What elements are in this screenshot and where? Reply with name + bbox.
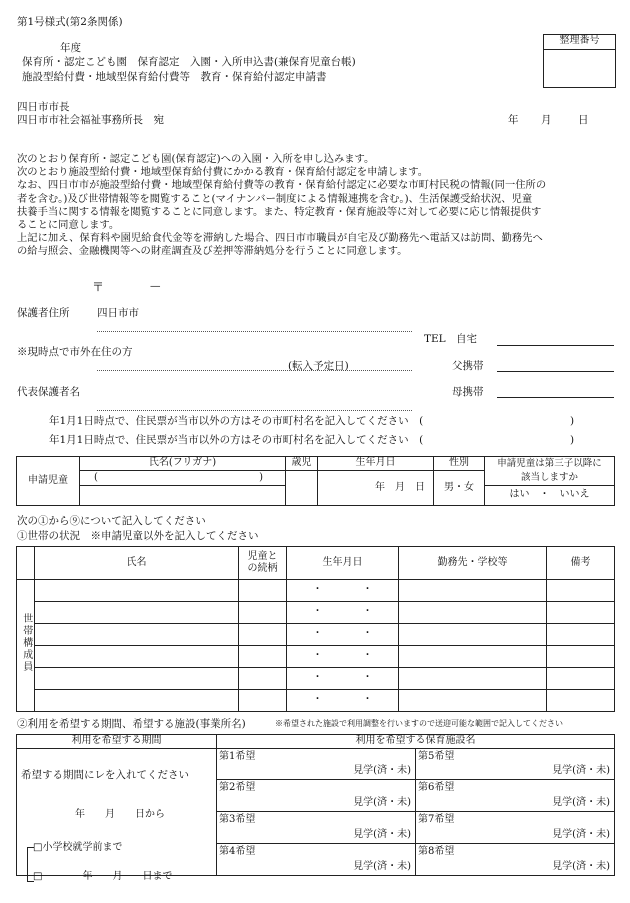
member-work[interactable]	[399, 668, 547, 690]
applicant-label: 申請児童	[17, 457, 80, 506]
third-child-header-line1: 申請児童は第三子以降に	[497, 458, 602, 469]
member-relation[interactable]	[239, 602, 287, 624]
household-name-header: 氏名	[35, 547, 239, 580]
household-relation-header	[239, 547, 287, 580]
visit-status[interactable]: 見学(済・未)	[353, 764, 411, 776]
section-instruction: 次の①から⑨について記入してください	[17, 515, 206, 527]
member-relation[interactable]	[239, 646, 287, 668]
household-corner	[17, 547, 35, 580]
third-child-header	[485, 457, 615, 486]
member-dob[interactable]: ・ ・	[287, 580, 399, 602]
jan-residence-note: 年1月1日時点で、住民票が当市以外の方はその市町村名を記入してください (	[49, 434, 424, 446]
wish-label: 第7希望	[418, 814, 455, 825]
intro-line: 上記に加え、保育料や園児給食代金等を滞納した場合、四日市市職員が自宅及び勤務先へ電話又は訪問、勤務先へ	[17, 232, 543, 245]
relation-header-line1: 児童と	[247, 551, 278, 562]
member-relation[interactable]	[239, 668, 287, 690]
visit-status[interactable]: 見学(済・未)	[552, 796, 610, 808]
age-field[interactable]	[286, 471, 318, 506]
intro-line: 者を含む。)及び世帯情報等を閲覧すること(マイナンバー制度による情報連携を含む。)、生活保護受給状況、児童	[17, 192, 533, 205]
father-mobile-field[interactable]	[497, 371, 614, 372]
guardian-address-label: 保護者住所	[17, 307, 70, 319]
member-name[interactable]	[35, 624, 239, 646]
facility-header: 利用を希望する保育施設名	[217, 735, 615, 749]
wish-label: 第6希望	[418, 782, 455, 793]
jan-residence-close: )	[570, 415, 575, 427]
member-work[interactable]	[399, 624, 547, 646]
mother-mobile-field[interactable]	[497, 397, 614, 398]
furigana-close: )	[259, 471, 263, 483]
form-title-line2: 施設型給付費・地域型保育給付費等 教育・保育給付認定申請書	[22, 71, 327, 83]
child-name-field[interactable]	[80, 486, 286, 506]
wish-cell[interactable]	[416, 749, 615, 780]
tel-label: TEL	[424, 333, 446, 345]
visit-status[interactable]: 見学(済・未)	[353, 796, 411, 808]
furigana-open: (	[94, 471, 98, 483]
postal-mark: 〒	[92, 280, 105, 294]
wish-label: 第2希望	[219, 782, 256, 793]
member-dob[interactable]: ・ ・	[287, 646, 399, 668]
third-child-answer[interactable]: はい ・ いいえ	[485, 486, 615, 506]
wish-label: 第5希望	[418, 751, 455, 762]
applicant-child-table	[16, 456, 615, 506]
household-table	[16, 546, 615, 712]
member-relation[interactable]	[239, 690, 287, 712]
member-work[interactable]	[399, 690, 547, 712]
visit-status[interactable]: 見学(済・未)	[552, 764, 610, 776]
date-day[interactable]: 日	[578, 114, 589, 126]
period-header: 利用を希望する期間	[17, 735, 217, 749]
reference-number-box[interactable]	[543, 34, 616, 88]
jan-residence-close: )	[570, 434, 575, 446]
addressee-office: 四日市市社会福祉事務所長 宛	[17, 114, 164, 126]
relation-header-line2: の続柄	[247, 563, 278, 574]
household-dob-header: 生年月日	[287, 547, 399, 580]
intro-line: ることに同意します。	[17, 219, 120, 232]
household-work-header: 勤務先・学校等	[399, 547, 547, 580]
member-remarks[interactable]	[547, 602, 615, 624]
member-name[interactable]	[35, 602, 239, 624]
jan-residence-note: 年1月1日時点で、住民票が当市以外の方はその市町村名を記入してください (	[49, 415, 424, 427]
representative-label: 代表保護者名	[17, 386, 80, 398]
furigana-field[interactable]	[80, 471, 286, 486]
intro-line: 次のとおり施設型給付費・地域型保育給付費にかかる教育・保育給付認定を申請します。	[17, 166, 429, 179]
visit-status[interactable]: 見学(済・未)	[353, 828, 411, 840]
father-mobile-label: 父携帯	[452, 360, 484, 372]
wish-cell[interactable]	[416, 780, 615, 812]
member-relation[interactable]	[239, 580, 287, 602]
sex-header: 性別	[434, 457, 485, 471]
intro-line: なお、四日市市が施設型給付費・地域型保育給付費等の教育・保育給付認定に必要な市町村民税の情報(同一住所の	[17, 179, 547, 192]
check-instruction: 希望する期間にレを入れてください	[21, 769, 189, 781]
member-work[interactable]	[399, 580, 547, 602]
wish-label: 第4希望	[219, 846, 256, 857]
wish-cell[interactable]	[217, 780, 416, 812]
dob-field[interactable]: 年 月 日	[318, 471, 434, 506]
dob-header: 生年月日	[318, 457, 434, 471]
date-year[interactable]: 年	[508, 114, 519, 126]
member-relation[interactable]	[239, 624, 287, 646]
intro-line: 次のとおり保育所・認定こども園(保育認定)への入園・入所を申し込みます。	[17, 153, 375, 165]
date-month[interactable]: 月	[541, 114, 552, 126]
visit-status[interactable]: 見学(済・未)	[552, 860, 610, 872]
household-section-title: ①世帯の状況 ※申請児童以外を記入してください	[17, 530, 259, 542]
moving-date-label: (転入予定日)	[288, 360, 349, 372]
household-side-text: 世帯構成員	[20, 613, 32, 674]
member-remarks[interactable]	[547, 624, 615, 646]
intro-line: 扶養手当に関する情報を閲覧することに同意します。また、特定教育・保育施設等に対して必要に応じ情報提供す	[17, 205, 542, 218]
facility-table	[16, 734, 615, 882]
household-side-label	[17, 580, 35, 712]
option-preschool[interactable]: □小学校就学前まで	[33, 842, 123, 853]
period-from[interactable]: 年 月 日から	[75, 809, 165, 820]
household-remarks-header: 備考	[547, 547, 615, 580]
sex-field[interactable]: 男・女	[434, 471, 485, 506]
outside-resident-label: ※現時点で市外在住の方	[17, 346, 133, 358]
year-label: 年度	[60, 42, 81, 54]
form-title-line1: 保育所・認定こども園 保育認定 入園・入所申込書(兼保育児童台帳)	[22, 56, 356, 68]
postal-dash[interactable]: —	[150, 280, 161, 292]
consent-text	[17, 153, 617, 259]
facility-section-title: ②利用を希望する期間、希望する施設(事業所名)	[17, 718, 246, 730]
facility-section-note: ※希望された施設で利用調整を行いますので送迎可能な範囲で記入してください	[275, 719, 563, 728]
member-dob[interactable]: ・ ・	[287, 690, 399, 712]
member-dob[interactable]: ・ ・	[287, 624, 399, 646]
home-phone-label: 自宅	[456, 333, 477, 345]
wish-label: 第8希望	[418, 846, 455, 857]
wish-cell[interactable]	[217, 844, 416, 876]
member-work[interactable]	[399, 602, 547, 624]
wish-cell[interactable]	[217, 749, 416, 780]
member-name[interactable]	[35, 580, 239, 602]
member-remarks[interactable]	[547, 668, 615, 690]
period-cell	[17, 749, 217, 882]
member-remarks[interactable]	[547, 690, 615, 712]
member-work[interactable]	[399, 646, 547, 668]
name-header: 氏名(フリガナ)	[80, 457, 286, 471]
address-line[interactable]	[97, 331, 412, 332]
home-phone-field[interactable]	[497, 345, 614, 346]
member-remarks[interactable]	[547, 646, 615, 668]
member-name[interactable]	[35, 646, 239, 668]
wish-cell[interactable]	[416, 844, 615, 876]
wish-cell[interactable]	[416, 812, 615, 844]
member-name[interactable]	[35, 690, 239, 712]
intro-line: の給与照会、金融機関等への財産調査及び差押等滞納処分を行うことに同意します。	[17, 245, 408, 258]
form-number: 第1号様式(第2条関係)	[17, 16, 123, 28]
member-dob[interactable]: ・ ・	[287, 602, 399, 624]
addressee-mayor: 四日市市長	[17, 101, 70, 113]
wish-label: 第3希望	[219, 814, 256, 825]
outside-address-line[interactable]	[97, 370, 412, 371]
reference-number-label: 整理番号	[544, 35, 615, 50]
visit-status[interactable]: 見学(済・未)	[353, 860, 411, 872]
wish-label: 第1希望	[219, 751, 256, 762]
wish-cell[interactable]	[217, 812, 416, 844]
age-header: 歳児	[286, 457, 318, 471]
member-dob[interactable]: ・ ・	[287, 668, 399, 690]
member-name[interactable]	[35, 668, 239, 690]
third-child-header-line2: 該当しますか	[520, 472, 578, 483]
mother-mobile-label: 母携帯	[452, 386, 484, 398]
member-remarks[interactable]	[547, 580, 615, 602]
representative-line[interactable]	[97, 410, 412, 411]
guardian-city: 四日市市	[97, 307, 139, 319]
option-until-date[interactable]: □ 年 月 日まで	[33, 871, 173, 882]
visit-status[interactable]: 見学(済・未)	[552, 828, 610, 840]
